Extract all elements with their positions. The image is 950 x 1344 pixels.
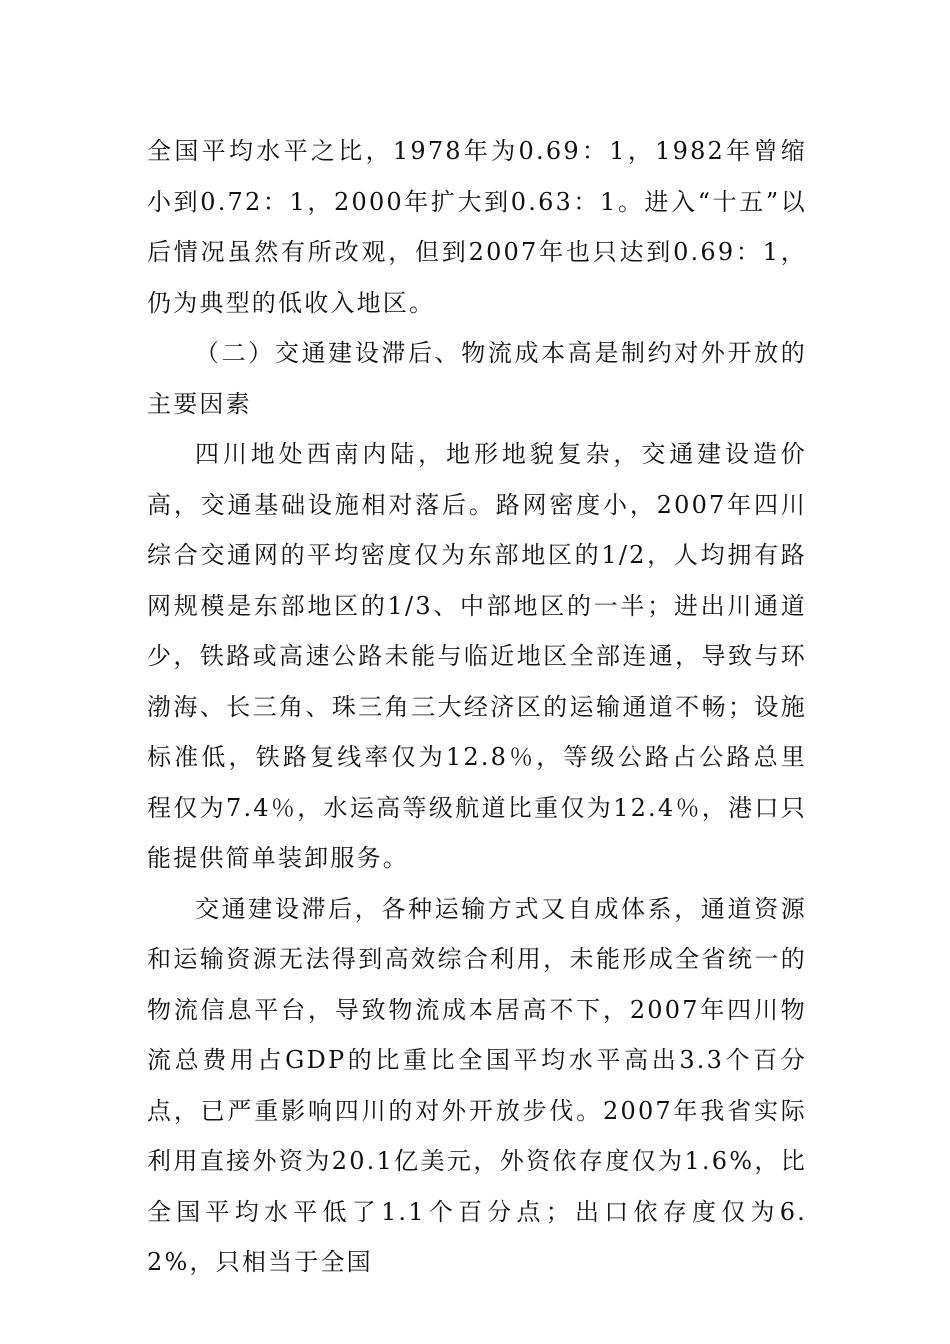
document-body [147,126,807,1288]
paragraph-income-ratio: 全国平均水平之比，1978年为0.69：1，1982年曾缩小到0.72：1，2000年扩大到0.63：1。进入“十五”以后情况虽然有所改观，但到2007年也只达到0.69：1，仍为典型的低收入地区。 [147,137,807,317]
paragraph-transport-infrastructure: 四川地处西南内陆，地形地貌复杂，交通建设造价高，交通基础设施相对落后。路网密度小，2007年四川综合交通网的平均密度仅为东部地区的1/2，人均拥有路网规模是东部地区的1/3、中部地区的一半；进出川通道少，铁路或高速公路未能与临近地区全部连通，导致与环渤海、长三角、珠三角三大经济区的运输通道不畅；设施标准低，铁路复线率仅为12.8％，等级公路占公路总里程仅为7.4％，水运高等级航道比重仅为12.4％，港口只能提供简单装卸服务。 [147,440,807,872]
paragraph-logistics-cost: 交通建设滞后，各种运输方式又自成体系，通道资源和运输资源无法得到高效综合利用，未能形成全省统一的物流信息平台，导致物流成本居高不下，2007年四川物流总费用占GDP的比重比全国平均水平高出3.3个百分点，已严重影响四川的对外开放步伐。2007年我省实际利用直接外资为20.1亿美元，外资依存度仅为1.6%，比全国平均水平低了1.1个百分点；出口依存度仅为6.2%，只相当于全国 [147,894,807,1276]
section-heading-transport: （二）交通建设滞后、物流成本高是制约对外开放的主要因素 [147,339,807,418]
